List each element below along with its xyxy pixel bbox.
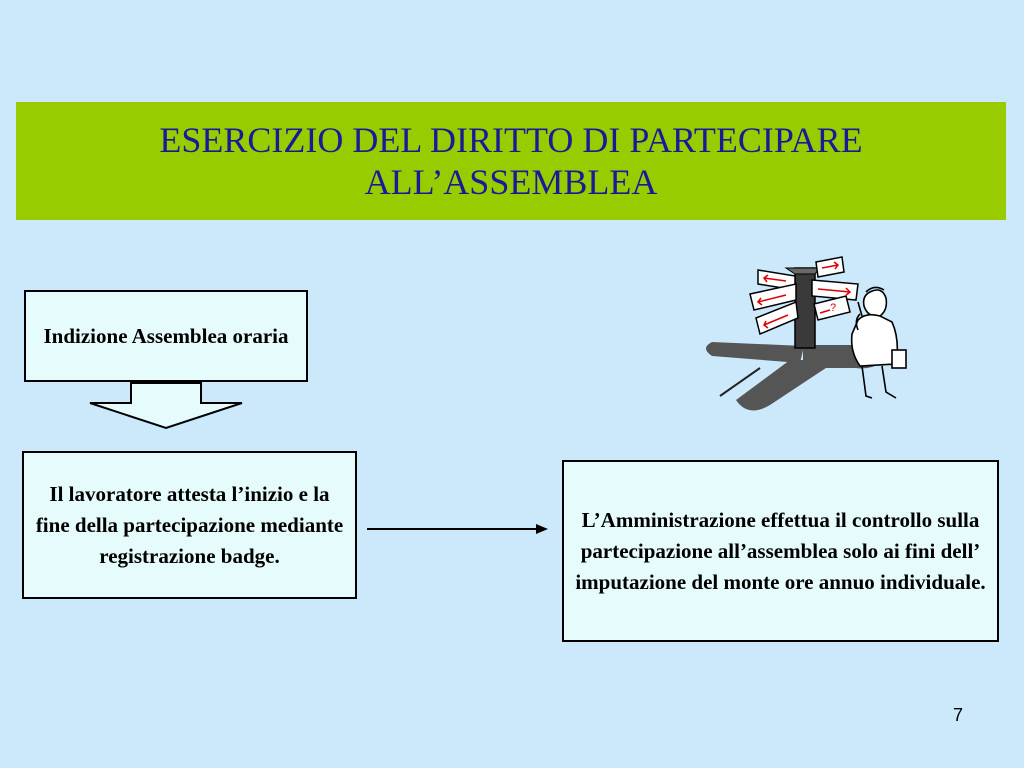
lavoratore-text: Il lavoratore attesta l’inizio e la fine della partecipazione mediante registrazione badge. — [35, 481, 344, 568]
slide-title-line-1: ESERCIZIO DEL DIRITTO DI PARTECIPARE — [159, 120, 863, 160]
lavoratore-box — [22, 451, 357, 599]
right-arrow-icon — [367, 524, 548, 534]
amministrazione-box — [562, 460, 999, 642]
page-number: 7 — [952, 705, 963, 725]
thinking-person — [852, 287, 906, 398]
down-arrow-icon — [90, 383, 242, 428]
indizione-text: Indizione Assemblea oraria — [43, 323, 289, 348]
amministrazione-text: L’Amministrazione effettua il controllo sulla partecipazione all’assemblea solo ai fini dell’ imputazione del monte ore annuo individuale. — [575, 507, 986, 594]
slide-title-line-2: ALL’ASSEMBLEA — [364, 162, 658, 202]
signpost-person-icon — [706, 257, 906, 410]
sign-question-mark: ? — [830, 302, 837, 314]
